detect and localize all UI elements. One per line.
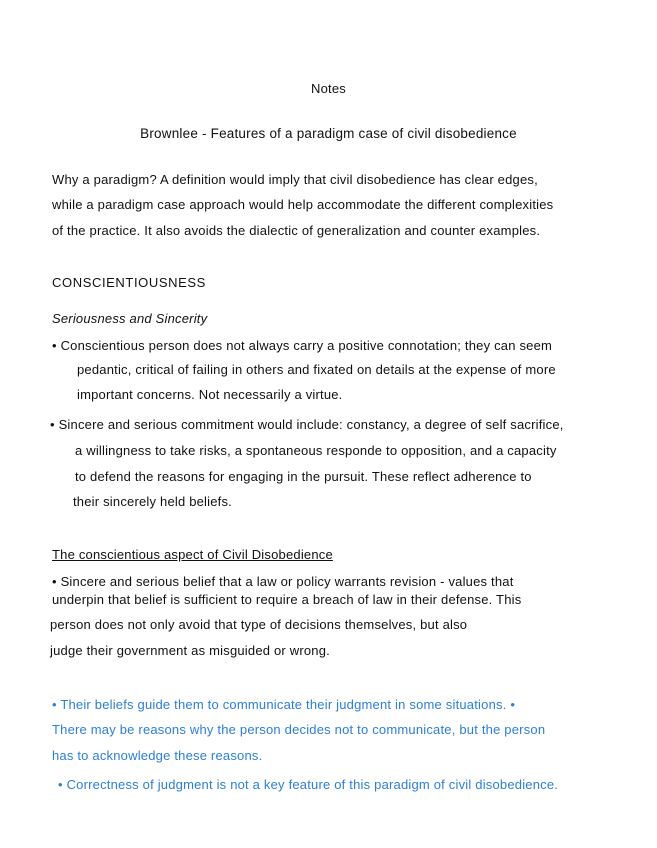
intro-line: Why a paradigm? A definition would imply that civil disobedience has clear edges, <box>52 172 538 187</box>
section-subheading: Seriousness and Sincerity <box>52 311 208 326</box>
paragraph-line: underpin that belief is sufficient to require a breach of law in their defense. This <box>52 592 522 607</box>
underlined-heading: The conscientious aspect of Civil Disobedience <box>52 547 333 562</box>
paragraph-line: person does not only avoid that type of decisions themselves, but also <box>50 617 468 632</box>
paragraph-line: • Sincere and serious belief that a law or policy warrants revision - values that <box>52 574 514 589</box>
blue-note-line: • Correctness of judgment is not a key feature of this paradigm of civil disobedience. <box>58 777 559 792</box>
bullet-line: important concerns. Not necessarily a virtue. <box>77 387 343 402</box>
blue-note-line: has to acknowledge these reasons. <box>52 748 263 763</box>
document-title: Notes <box>311 81 346 96</box>
intro-line: of the practice. It also avoids the dialectic of generalization and counter examples. <box>52 223 541 238</box>
bullet-line: a willingness to take risks, a spontaneous responde to opposition, and a capacity <box>75 443 557 458</box>
bullet-line: their sincerely held beliefs. <box>73 494 232 509</box>
section-heading: CONSCIENTIOUSNESS <box>52 275 206 290</box>
blue-note-line: There may be reasons why the person decides not to communicate, but the person <box>52 722 546 737</box>
document-subtitle: Brownlee - Features of a paradigm case of civil disobedience <box>140 126 517 141</box>
bullet-line: to defend the reasons for engaging in the pursuit. These reflect adherence to <box>75 469 532 484</box>
bullet-line: • Conscientious person does not always carry a positive connotation; they can seem <box>52 338 553 353</box>
bullet-line: • Sincere and serious commitment would include: constancy, a degree of self sacrifice, <box>50 417 564 432</box>
intro-line: while a paradigm case approach would help accommodate the different complexities <box>52 197 554 212</box>
paragraph-line: judge their government as misguided or wrong. <box>50 643 330 658</box>
bullet-line: pedantic, critical of failing in others and fixated on details at the expense of more <box>77 362 556 377</box>
blue-note-line: • Their beliefs guide them to communicate their judgment in some situations. • <box>52 697 516 712</box>
